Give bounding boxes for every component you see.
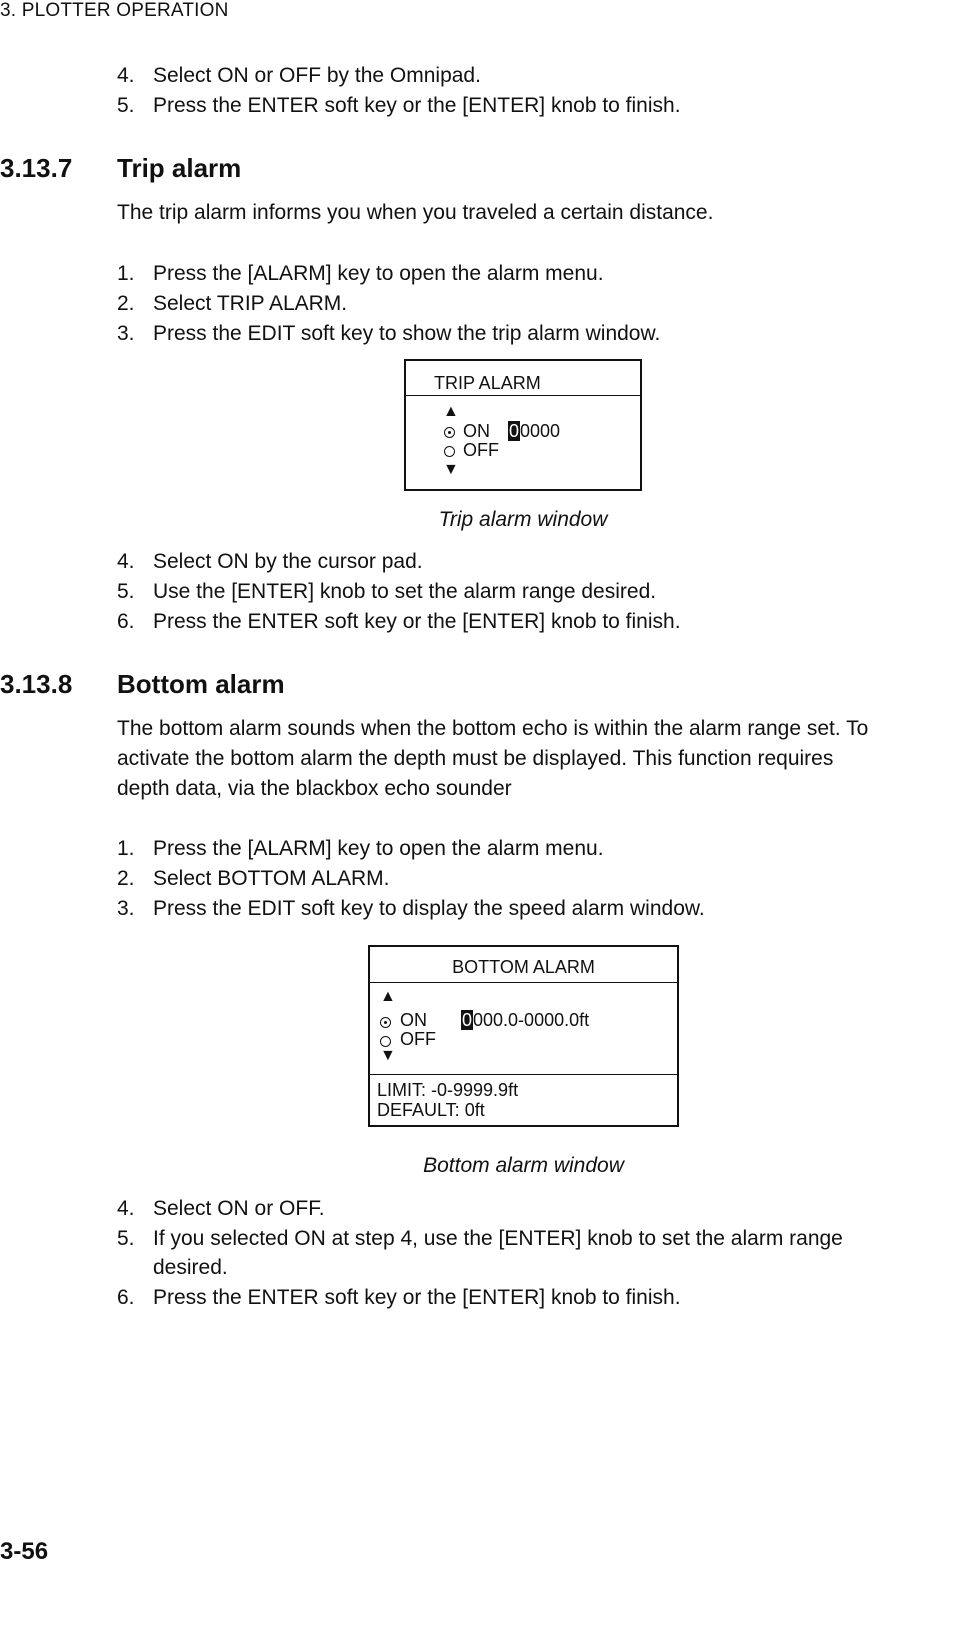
paragraph-line: activate the bottom alarm the depth must be displayed. This function requires <box>117 747 834 770</box>
section-number: 3.13.8 <box>0 669 73 699</box>
edit-cursor: 0 <box>462 1010 473 1030</box>
step-text: Press the EDIT soft key to display the speed alarm window. <box>153 897 705 920</box>
step-number: 4. <box>117 550 135 573</box>
divider <box>406 395 640 396</box>
step-number: 2. <box>117 292 135 315</box>
step-text: Press the EDIT soft key to show the trip alarm window. <box>153 322 661 345</box>
list-item <box>117 550 423 574</box>
step-text: Press the [ALARM] key to open the alarm menu. <box>153 262 604 285</box>
step-number: 1. <box>117 262 135 285</box>
option-off-label[interactable]: OFF <box>463 440 499 460</box>
step-text: Select ON by the cursor pad. <box>153 550 423 573</box>
radio-on-icon[interactable] <box>380 1017 391 1028</box>
radio-off-icon[interactable] <box>380 1036 391 1047</box>
list-item <box>117 897 705 921</box>
list-item <box>117 322 660 346</box>
step-continuation: desired. <box>153 1256 228 1279</box>
figure-caption: Trip alarm window <box>438 508 608 531</box>
list-item <box>117 262 604 286</box>
paragraph-line: The bottom alarm sounds when the bottom echo is within the alarm range set. To <box>117 717 869 740</box>
option-on-label[interactable]: ON <box>463 421 490 441</box>
up-arrow-icon[interactable]: ▲ <box>380 988 396 1005</box>
section-title: Trip alarm <box>117 153 242 183</box>
bottom-alarm-window <box>368 945 679 1127</box>
step-number: 4. <box>117 64 135 87</box>
down-arrow-icon[interactable]: ▼ <box>380 1047 396 1064</box>
step-number: 6. <box>117 610 135 633</box>
step-number: 3. <box>117 897 135 920</box>
step-number: 6. <box>117 1286 135 1309</box>
step-text: Select BOTTOM ALARM. <box>153 867 390 890</box>
step-text: Select ON or OFF by the Omnipad. <box>153 64 481 87</box>
list-item <box>117 580 656 604</box>
step-number: 3. <box>117 322 135 345</box>
paragraph-line: depth data, via the blackbox echo sounder <box>117 777 512 800</box>
list-item <box>117 64 481 88</box>
list-item <box>117 1197 325 1221</box>
trip-range-value: 0000 <box>520 421 561 441</box>
step-text: Press the ENTER soft key or the [ENTER] knob to finish. <box>153 610 681 633</box>
bottom-range-field[interactable] <box>461 1010 589 1031</box>
step-number: 1. <box>117 837 135 860</box>
step-text: Press the [ALARM] key to open the alarm menu. <box>153 837 604 860</box>
step-number: 4. <box>117 1197 135 1220</box>
step-text: Press the ENTER soft key or the [ENTER] knob to finish. <box>153 1286 681 1309</box>
window-title: TRIP ALARM <box>434 373 541 393</box>
step-text: Select TRIP ALARM. <box>153 292 348 315</box>
section-title: Bottom alarm <box>117 669 285 699</box>
step-number: 2. <box>117 867 135 890</box>
down-arrow-icon[interactable]: ▼ <box>443 461 459 478</box>
radio-off-icon[interactable] <box>444 446 455 457</box>
edit-cursor: 0 <box>509 421 520 441</box>
list-item <box>117 292 347 316</box>
step-number: 5. <box>117 580 135 603</box>
default-text: DEFAULT: 0ft <box>377 1100 485 1120</box>
step-text: Select ON or OFF. <box>153 1197 325 1220</box>
option-off-label[interactable]: OFF <box>400 1029 436 1049</box>
up-arrow-icon[interactable]: ▲ <box>443 403 459 420</box>
limit-text: LIMIT: -0-9999.9ft <box>377 1080 519 1100</box>
step-number: 5. <box>117 94 135 117</box>
list-item <box>117 1286 681 1310</box>
divider <box>370 982 677 983</box>
divider <box>370 1074 677 1075</box>
list-item <box>117 867 390 891</box>
list-item <box>117 837 604 861</box>
window-title: BOTTOM ALARM <box>452 957 595 977</box>
step-text: Press the ENTER soft key or the [ENTER] knob to finish. <box>153 94 681 117</box>
list-item <box>117 610 681 634</box>
step-number: 5. <box>117 1227 135 1250</box>
list-item <box>117 94 681 118</box>
radio-on-icon[interactable] <box>444 427 455 438</box>
bottom-range-value: 000.0-0000.0ft <box>473 1010 590 1030</box>
trip-alarm-window <box>404 359 642 491</box>
running-header: 3. PLOTTER OPERATION <box>0 0 229 21</box>
section-number: 3.13.7 <box>0 153 73 183</box>
step-text: Use the [ENTER] knob to set the alarm range desired. <box>153 580 657 603</box>
trip-range-field[interactable] <box>508 421 560 442</box>
step-text: If you selected ON at step 4, use the [ENTER] knob to set the alarm range <box>153 1227 843 1250</box>
figure-caption: Bottom alarm window <box>423 1154 624 1177</box>
option-on-label[interactable]: ON <box>400 1010 427 1030</box>
list-item <box>117 1227 843 1251</box>
paragraph: The trip alarm informs you when you traveled a certain distance. <box>117 201 714 224</box>
page-number: 3-56 <box>0 1538 49 1565</box>
